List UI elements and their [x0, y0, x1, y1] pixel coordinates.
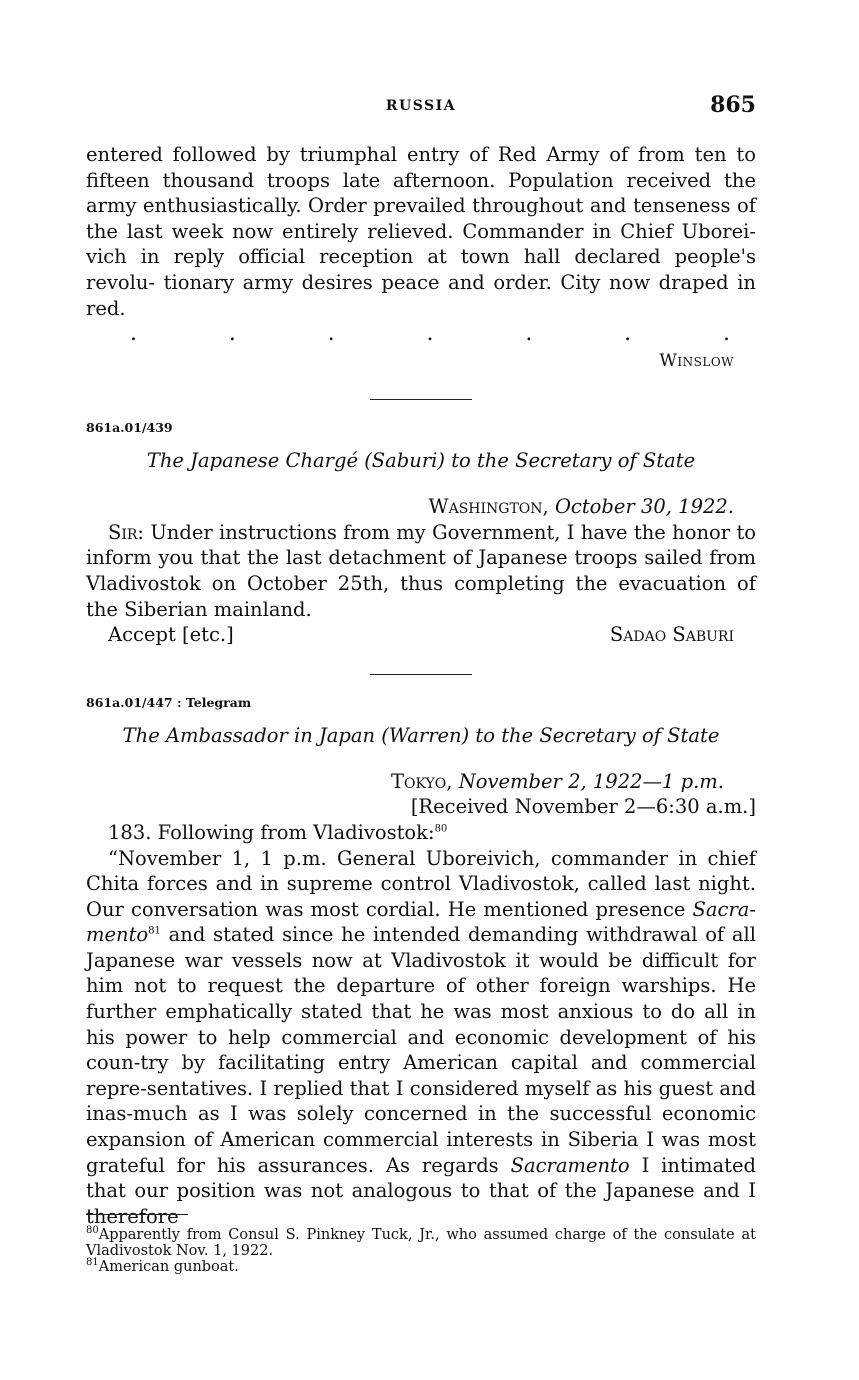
text-line: tionary army desires peace and order. City now draped in red. — [86, 270, 756, 320]
footnotes — [86, 1214, 756, 1275]
signature-saburi: Sadao Saburi — [609, 623, 734, 647]
file-number: 861a.01/439 — [86, 420, 173, 436]
footnote-81: $^{81}$American gunboat. — [86, 1257, 239, 1275]
document-title: The Japanese Chargé (Saburi) to the Secretary of State — [146, 449, 696, 473]
running-title: RUSSIA — [385, 98, 457, 114]
ship-name: Sacramento — [510, 1153, 630, 1177]
note-saburi — [86, 420, 756, 648]
page-header — [86, 92, 756, 128]
dateline-date: October 30, 1922. — [554, 495, 734, 519]
text-line: entered followed by triumphal entry of Red Army of from ten to — [86, 143, 756, 166]
ship-name: Sacra-mento — [86, 897, 756, 947]
document-page — [86, 92, 757, 1275]
telegram-paragraph: “November 1, 1 p.m. General Uboreivich, commander in chief Chita forces and in supreme control Vladivostok, called last night. Our conversation was most cordial. He mentioned presence Sacra-mento$^{81}$ and stated since he intended demanding withdrawal of all Japanese war vessels now at Vladivostok it would be difficult for him not to request the departure of other foreign warships. He further emphatically stated that he was most anxious to do all in his power to help commercial and economic development of his coun-try by facilitating entry American capital and commercial repre-sentatives. I replied that I considered myself as his guest and inas-much as I was solely concerned in the successful economic expansion of American commercial interests in Siberia I was most grateful for his assurances. As regards Sacramento I intimated that our position was not analogous to that of the Japanese and I therefore — [86, 846, 757, 1228]
footnote-80: $^{80}$Apparently from Consul S. Pinkney Tuck, Jr., who assumed charge of the consulate at Vladivostok Nov. 1, 1922. — [86, 1225, 756, 1259]
dateline-place: Tokyo, — [390, 769, 453, 793]
closing: Accept [etc.] — [108, 623, 234, 647]
closing-row — [86, 622, 756, 648]
document-title: The Ambassador in Japan (Warren) to the Secretary of State — [122, 723, 720, 747]
text-line: the last week now entirely relieved. Commander in Chief Uborei- — [86, 219, 756, 243]
dateline — [86, 769, 756, 795]
continued-telegram — [86, 142, 756, 371]
footnote-ref: 81 — [148, 925, 161, 937]
text-line: fifteen thousand troops late afternoon. Population received the — [86, 168, 756, 192]
page-number: 865 — [710, 92, 756, 118]
salutation: Sir: — [108, 520, 144, 544]
dateline-date: November 2, 1922—1 p.m. — [458, 769, 724, 793]
text-line: army enthusiastically. Order prevailed throughout and tenseness of — [86, 194, 756, 218]
section-divider — [370, 399, 472, 400]
dateline-place: Washington, — [428, 495, 549, 519]
received-line: [Received November 2—6:30 a.m.] — [410, 795, 756, 819]
dateline — [86, 494, 756, 520]
signature-winslow: Winslow — [659, 351, 734, 372]
continued-paragraph — [86, 142, 756, 321]
note-body: Sir: Under instructions from my Government, I have the honor to inform you that the last detachment of Japanese troops sailed from Vladivostok on October 25th, thus completing the evacuation of the Siberian mainland. — [86, 520, 757, 621]
footnote-ref: 80 — [434, 823, 448, 835]
ellipsis-dots: . . . . . . . — [130, 321, 730, 347]
file-number: 861a.01/447 : Telegram — [86, 694, 252, 710]
section-divider — [370, 674, 472, 675]
telegram-paragraph: 183. Following from Vladivostok:$^{80}$ — [108, 820, 448, 844]
text-line: vich in reply official reception at town hall declared people's revolu- — [86, 245, 756, 294]
telegram-warren — [86, 695, 756, 1230]
footnote-rule — [86, 1214, 188, 1215]
